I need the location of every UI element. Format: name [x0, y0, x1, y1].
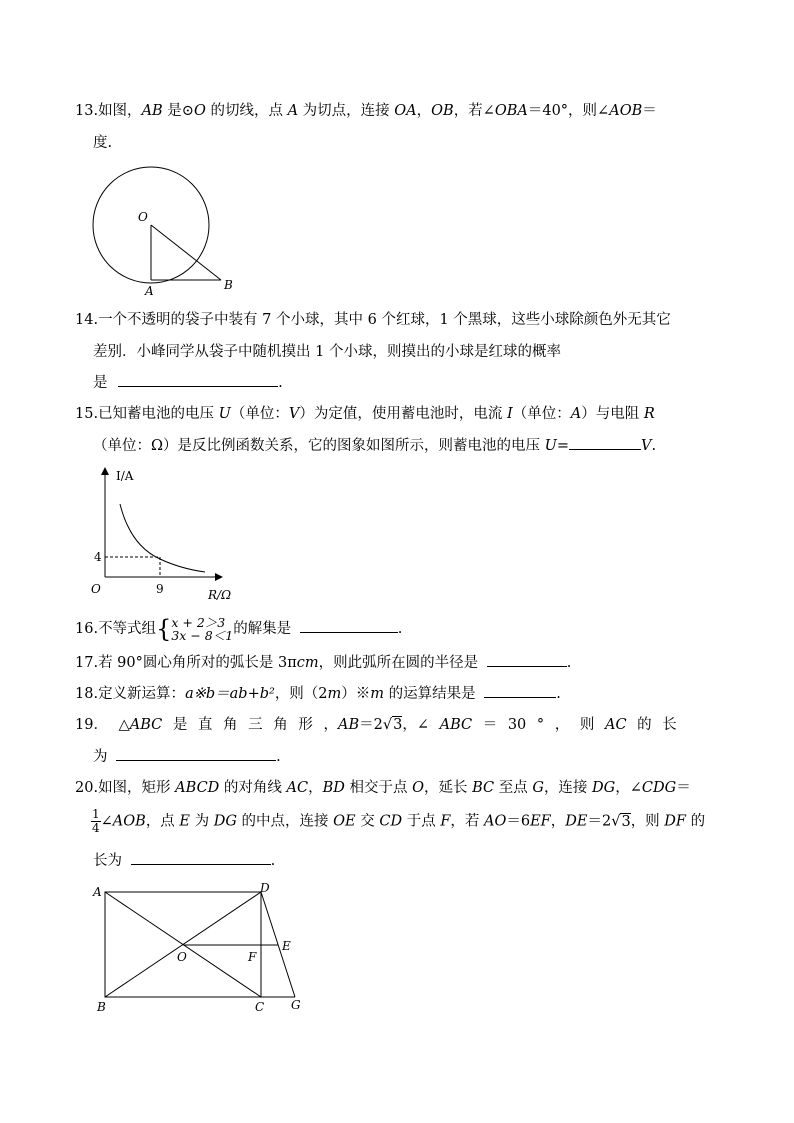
- q20-text: 的: [685, 813, 706, 830]
- q20-var: CD: [379, 813, 403, 830]
- q20-var: EF: [530, 813, 551, 830]
- q13-text: 如图，: [98, 103, 142, 119]
- inequality-system: [171, 616, 233, 642]
- q15-text: ）为定值，使用蓄电池时，电流: [299, 406, 507, 422]
- q16-number: 16.: [75, 621, 99, 637]
- q18-text: ，则（2: [274, 686, 328, 702]
- q13-var-oba: OBA: [494, 103, 528, 119]
- q15-line2: [93, 435, 656, 456]
- q20-var: DF: [664, 813, 686, 830]
- q20-text: 长为: [93, 853, 122, 869]
- q13-number: 13.: [75, 103, 99, 119]
- q20-text: 交: [355, 813, 380, 830]
- q19-text: 的 长: [637, 717, 677, 733]
- q14-line1: [75, 310, 671, 330]
- q20-text: ＝2: [587, 813, 612, 830]
- brace: {: [156, 615, 172, 643]
- q15-text: .: [651, 438, 657, 454]
- y-tick-4: 4: [94, 550, 102, 564]
- q14-line2: 差别．小峰同学从袋子中随机摸出 1 个小球，则摸出的小球是红球的概率: [93, 344, 561, 360]
- q17-var-cm: cm: [296, 655, 319, 671]
- label-o: O: [138, 210, 148, 224]
- q20-line2: $\frac{1}{4}$ ∠AOB，点 E 为 DG 的中点，连接 OE 交 CD 于点 F，若 AO＝6EF，DE＝2√3，则 DF 的: [92, 807, 706, 835]
- q13-text: 为切点，连接: [298, 103, 395, 119]
- label-a: A: [145, 284, 154, 298]
- q20-var: BD: [322, 780, 345, 796]
- q18-var-m: m: [370, 686, 385, 702]
- q13-text: ，若∠: [453, 103, 495, 119]
- label-a: A: [93, 885, 102, 899]
- q20-text: 的中点，连接: [236, 813, 334, 830]
- q13-line1: [75, 101, 657, 121]
- q15-graph: [85, 462, 245, 602]
- q14-answer-blank[interactable]: [118, 372, 278, 387]
- q20-sqrt-3: 3: [621, 813, 631, 830]
- label-f: F: [248, 950, 257, 964]
- q19-text: .: [276, 749, 281, 765]
- q20-text: ，则: [630, 813, 665, 830]
- q19-text: △: [118, 717, 130, 733]
- y-axis-label: I/A: [116, 469, 134, 483]
- q13-text: ＝: [642, 103, 657, 119]
- q20-figure: [85, 880, 315, 1020]
- q17-text: ，则此弧所在圆的半径是: [318, 655, 479, 671]
- q20-text: .: [270, 853, 276, 869]
- q15-text: （单位：: [230, 406, 289, 422]
- q20-text: ∠: [100, 813, 113, 830]
- q19-text: ＝2: [359, 717, 383, 733]
- q20-text: ＝: [676, 780, 691, 796]
- q13-text: ＝40°，则∠: [527, 103, 610, 119]
- q15-answer-blank[interactable]: [569, 435, 641, 450]
- q13-text: ，: [416, 103, 432, 119]
- q19-var-ab: AB: [337, 717, 360, 733]
- label-b: B: [97, 1000, 106, 1014]
- q20-text: ＝6: [506, 813, 531, 830]
- q18-text: 定义新运算：: [98, 686, 186, 702]
- q13-var-o: O: [193, 103, 206, 119]
- q14-line3: 是 .: [93, 372, 283, 393]
- q19-sqrt-3: 3: [393, 717, 403, 733]
- q20-line3: [93, 850, 275, 871]
- q13-var-aob: AOB: [609, 103, 643, 119]
- q15-var-u: U: [544, 438, 557, 454]
- q18-text: 的运算结果是: [384, 686, 476, 702]
- q15-line1: [75, 404, 655, 424]
- q15-text: （单位：Ω）是反比例函数关系，它的图象如图所示，则蓄电池的电压: [93, 438, 545, 454]
- q18-number: 18.: [75, 686, 99, 702]
- inequality-1: x + 2＞3: [171, 615, 226, 630]
- q17-line: [75, 652, 571, 673]
- q15-var-u: U: [218, 406, 231, 422]
- q20-text: 为: [190, 813, 214, 830]
- q15-var-v: V: [641, 438, 652, 454]
- label-g: G: [291, 998, 301, 1012]
- inverse-curve: [120, 504, 205, 572]
- q20-text: 如图，矩形: [98, 780, 176, 796]
- q18-line: [75, 683, 561, 704]
- q20-var: AO: [484, 813, 507, 830]
- q17-number: 17.: [75, 655, 99, 671]
- q16-text: 的解集是: [233, 621, 292, 637]
- x-axis-label: R/Ω: [208, 588, 232, 602]
- label-e: E: [282, 939, 291, 953]
- q20-var: G: [532, 780, 544, 796]
- inequality-2: 3x − 8＜1: [171, 628, 234, 643]
- q18-answer-blank[interactable]: [484, 683, 556, 698]
- q15-text: =: [556, 438, 570, 454]
- q13-text: 的切线，点: [205, 103, 288, 119]
- q20-text: ，连接: [543, 780, 593, 796]
- q20-var: DG: [213, 813, 237, 830]
- q19-line1: 19． △ABC 是 直 角 三 角 形 ，AB＝2√3，∠ ABC ＝ 30 ° ， 则 AC 的 长: [75, 717, 677, 733]
- q16-text: 不等式组: [98, 621, 157, 637]
- q13-line2: 度.: [93, 135, 113, 151]
- q20-var: DE: [565, 813, 588, 830]
- q16-line: [75, 615, 403, 643]
- q13-var-ab: AB: [141, 103, 163, 119]
- q20-text: 于点: [402, 813, 441, 830]
- label-o: O: [177, 950, 187, 964]
- q15-var-i: I: [507, 406, 513, 422]
- fraction-denominator: 4: [92, 821, 100, 835]
- q19-number: 19．: [75, 717, 108, 733]
- q20-var: CDG: [641, 780, 677, 796]
- q20-text: ，点: [145, 813, 180, 830]
- q20-text: ，: [308, 780, 323, 796]
- q20-text: ，∠: [615, 780, 642, 796]
- q17-text: 若 90°圆心角所对的弧长是 3π: [98, 655, 297, 671]
- q20-number: 20.: [75, 780, 99, 796]
- q14-text: 是: [93, 375, 108, 391]
- q20-var: OE: [333, 813, 356, 830]
- q15-number: 15.: [75, 406, 99, 422]
- q14-text: 一个不透明的袋子中装有 7 个小球，其中 6 个红球，1 个黑球，这些小球除颜色外无其它: [98, 312, 671, 328]
- q18-expression: a※b＝ab+b²: [185, 686, 275, 702]
- label-d: D: [260, 881, 270, 895]
- q20-var: AOB: [112, 813, 146, 830]
- q15-text: ）与电阻: [581, 406, 644, 422]
- q15-var-r: R: [643, 406, 655, 422]
- q13-var-oa: OA: [394, 103, 417, 119]
- q16-text: .: [397, 621, 403, 637]
- q15-var-a: A: [570, 406, 582, 422]
- q20-var: ABCD: [175, 780, 220, 796]
- q19-line2: [93, 746, 281, 767]
- q20-text: 至点: [494, 780, 533, 796]
- q13-var-ob: OB: [431, 103, 454, 119]
- q13-var-a: A: [287, 103, 299, 119]
- label-b: B: [224, 278, 233, 292]
- q18-var-m: m: [327, 686, 342, 702]
- q20-text: ，若: [450, 813, 484, 830]
- q19-text: ，∠: [402, 717, 429, 733]
- q19-text: 是 直 角 三 角 形 ，: [172, 717, 338, 733]
- fraction-numerator: 1: [92, 807, 100, 821]
- q19-text: ＝ 30 ° ， 则: [482, 717, 595, 733]
- label-c: C: [255, 1000, 265, 1014]
- q15-text: 已知蓄电池的电压: [98, 406, 219, 422]
- fraction-1-4: [91, 808, 101, 835]
- origin-label: O: [91, 582, 101, 596]
- q20-answer-blank[interactable]: [131, 850, 271, 865]
- q19-var-ac: AC: [604, 717, 627, 733]
- q20-var: F: [440, 813, 451, 830]
- q18-text: .: [556, 686, 561, 702]
- q17-text: .: [566, 655, 572, 671]
- q16-answer-blank[interactable]: [300, 618, 398, 633]
- q20-var: E: [179, 813, 191, 830]
- q19-text: 为: [93, 749, 108, 765]
- q15-text: （单位：: [512, 406, 571, 422]
- q20-line1: [75, 778, 691, 798]
- q20-text: 相交于点: [344, 780, 413, 796]
- q18-text: ）※: [341, 686, 371, 702]
- x-tick-9: 9: [156, 582, 164, 596]
- q20-text: ，: [550, 813, 566, 830]
- q13-text: 是⊙: [162, 103, 194, 119]
- q20-var: O: [412, 780, 424, 796]
- q20-var: AC: [286, 780, 309, 796]
- q20-var: DG: [592, 780, 616, 796]
- q15-var-v: V: [288, 406, 300, 422]
- q20-text: ，延长: [423, 780, 473, 796]
- q20-var: BC: [472, 780, 495, 796]
- q19-answer-blank[interactable]: [116, 746, 276, 761]
- q17-answer-blank[interactable]: [487, 652, 567, 667]
- q19-var-abc: ABC: [439, 717, 473, 733]
- q20-text: 的对角线: [219, 780, 287, 796]
- q13-figure: [85, 160, 245, 300]
- q14-number: 14.: [75, 312, 99, 328]
- q19-var-abc: ABC: [129, 717, 163, 733]
